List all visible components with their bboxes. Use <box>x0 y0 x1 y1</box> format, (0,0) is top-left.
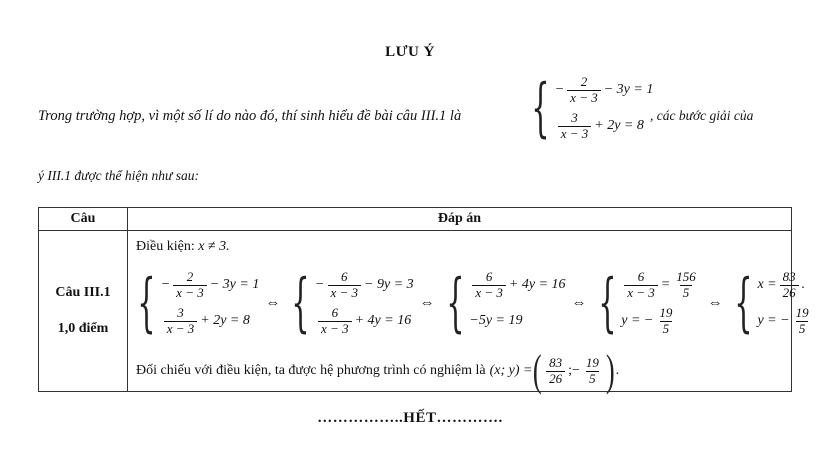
step-1-system: { − $\frac{2}{x - 3}$ − 3y = 1 $\frac{3}{x - 3}$ + 2y = 8 <box>137 266 260 340</box>
solution-x: $\frac{83}{26}$ <box>546 356 565 386</box>
condition-line: Điều kiện: x ≠ 3. <box>136 239 230 254</box>
question-points: 1,0 điểm <box>57 321 109 336</box>
intro-system <box>526 72 653 144</box>
intro-line-1-end: , các bước giải của <box>650 108 754 123</box>
intro-section <box>38 71 798 183</box>
answer-table <box>38 207 809 395</box>
end-marker: ……………..HẾT…………. <box>317 410 503 426</box>
question-cell <box>39 231 128 392</box>
iff-2: ⇔ <box>419 294 435 311</box>
step-2-system: { − $\frac{6}{x - 3}$ − 9y = 3 $\frac{6}{x - 3}$ + 4y = 16 <box>291 266 414 340</box>
step-4-system: { $\frac{6}{x - 3}$ = $\frac{156}{5}$ y = − $\frac{19}{5}$ <box>597 266 696 340</box>
question-label: Câu III.1 <box>55 284 111 300</box>
header-dap-an: Đáp án <box>128 208 792 231</box>
step-5-system: { x = $\frac{83}{26}$ . y = − $\frac{19}{5}$ <box>733 266 809 340</box>
system-brace: { <box>531 71 550 145</box>
solution-y: $\frac{19}{5}$ <box>585 355 599 386</box>
system-eq-2: $\frac{3}{x - 3}$ + 2y = 8 <box>555 108 654 144</box>
conclusion-line: Đối chiếu với điều kiện, ta được hệ phương trình có nghiệm là (x; y) = ( $\frac{83}{26}$ ; − $\frac{19}{5}$ ) . <box>136 346 620 395</box>
step-3-system: { $\frac{6}{x - 3}$ + 4y = 16 −5y = 19 <box>445 266 566 340</box>
iff-4: ⇔ <box>707 294 723 311</box>
solution-chain <box>132 267 815 339</box>
iff-1: ⇔ <box>265 294 281 311</box>
system-eq-1: − $\frac{2}{x - 3}$ − 3y = 1 <box>554 74 654 105</box>
answer-cell <box>128 231 809 395</box>
iff-3: ⇔ <box>571 294 587 311</box>
notice-title: LƯU Ý <box>385 44 435 60</box>
intro-line-1: Trong trường hợp, vì một số lí do nào đó, thí sinh hiểu đề bài câu III.1 là <box>38 108 462 124</box>
header-cau: Câu <box>39 208 128 231</box>
intro-line-2: ý III.1 được thể hiện như sau: <box>38 168 200 183</box>
